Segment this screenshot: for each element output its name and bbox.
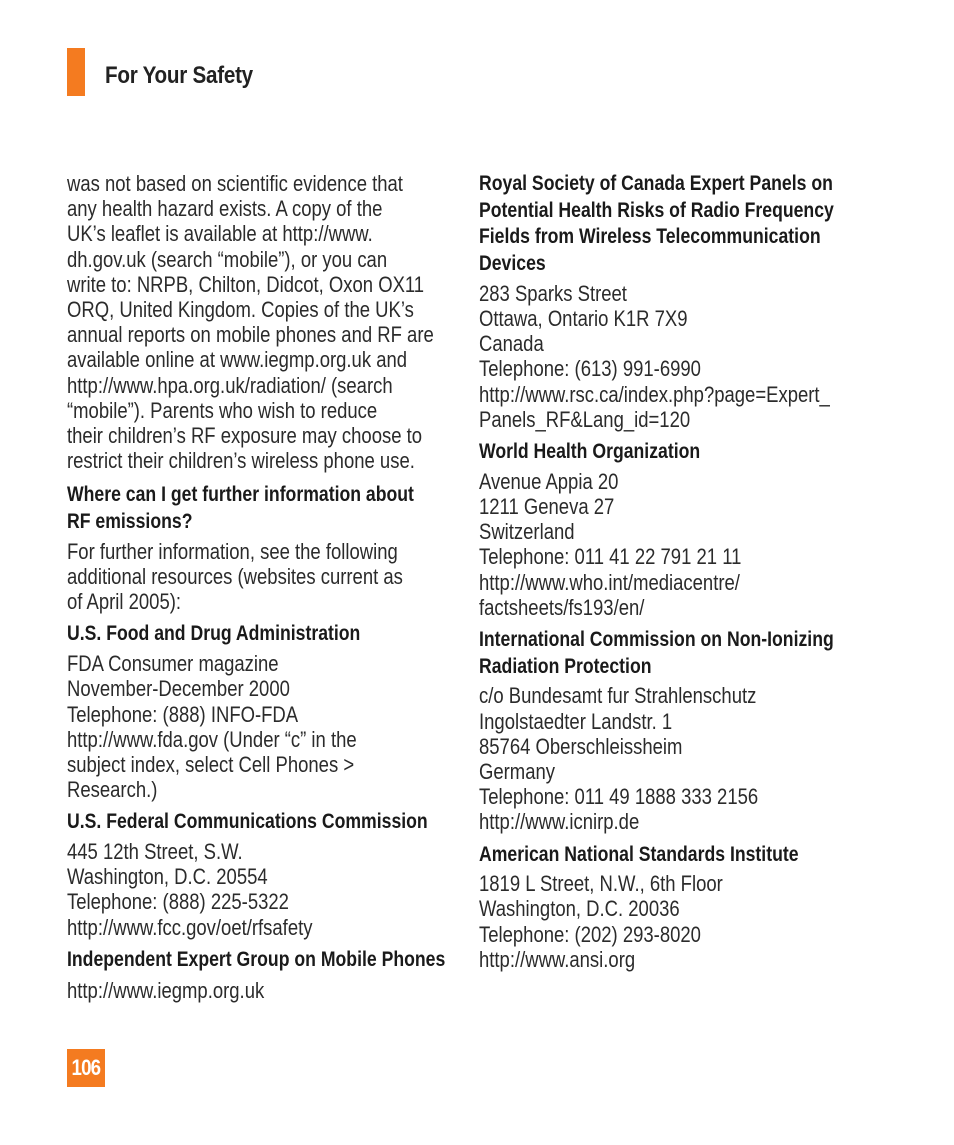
fcc-heading: U.S. Federal Communications Commission [67, 810, 428, 834]
question-heading: Where can I get further information about RF emissions? [67, 483, 414, 534]
header-accent-bar [67, 48, 85, 96]
fcc-paragraph: 445 12th Street, S.W. Washington, D.C. 20554 Telephone: (888) 225-5322 http://www.fcc.gov/oet/rfsafety [67, 839, 313, 940]
who-paragraph: Avenue Appia 20 1211 Geneva 27 Switzerland Telephone: 011 41 22 791 21 11 http://www.who.int/mediacentre/ factsheets/fs193/en/ [479, 468, 742, 620]
page-number-badge [67, 1049, 105, 1087]
question-paragraph: For further information, see the following additional resources (websites current as of April 2005): [67, 538, 403, 615]
intro-paragraph: was not based on scientific evidence that any health hazard exists. A copy of the UK’s leaflet is available at http://www. dh.gov.uk (search “mobile”), or you can write to: NRPB, Chilton, Didcot, Oxon OX11 ORQ, United Kingdom. Copies of the UK’s annual reports on mobile phones and RF are available online at www.iegmp.org.uk and http://www.hpa.org.uk/radiation/ (search “mobile”). Parents who wish to reduce their children’s RF exposure may choose to restrict their children’s wireless phone use. [67, 171, 434, 474]
icnirp-paragraph: c/o Bundesamt fur Strahlenschutz Ingolstaedter Landstr. 1 85764 Oberschleissheim Germany Telephone: 011 49 1888 333 2156 http://www.icnirp.de [479, 683, 759, 835]
fda-paragraph: FDA Consumer magazine November-December 2000 Telephone: (888) INFO-FDA http://www.fda.gov (Under “c” in the subject index, select Cell Phones > Research.) [67, 651, 357, 803]
ansi-heading: American National Standards Institute [479, 842, 799, 866]
rsc-paragraph: 283 Sparks Street Ottawa, Ontario K1R 7X9 Canada Telephone: (613) 991-6990 http://www.rsc.ca/index.php?page=Expert_ Panels_RF&Lang_id=120 [479, 280, 830, 432]
who-heading: World Health Organization [479, 440, 701, 464]
rsc-heading: Royal Society of Canada Expert Panels on Potential Health Risks of Radio Frequency Fields from Wireless Telecommunication Devices [479, 172, 834, 276]
left-column [67, 171, 462, 1003]
page-title: For Your Safety [105, 62, 253, 89]
icnirp-heading: International Commission on Non-Ionizing Radiation Protection [479, 627, 834, 678]
right-column [479, 171, 879, 972]
iegmp-paragraph: http://www.iegmp.org.uk [67, 977, 265, 1003]
iegmp-heading: Independent Expert Group on Mobile Phones [67, 947, 446, 971]
fda-heading: U.S. Food and Drug Administration [67, 622, 361, 646]
page-number: 106 [71, 1055, 101, 1080]
ansi-paragraph: 1819 L Street, N.W., 6th Floor Washington, D.C. 20036 Telephone: (202) 293-8020 http://www.ansi.org [479, 871, 723, 972]
